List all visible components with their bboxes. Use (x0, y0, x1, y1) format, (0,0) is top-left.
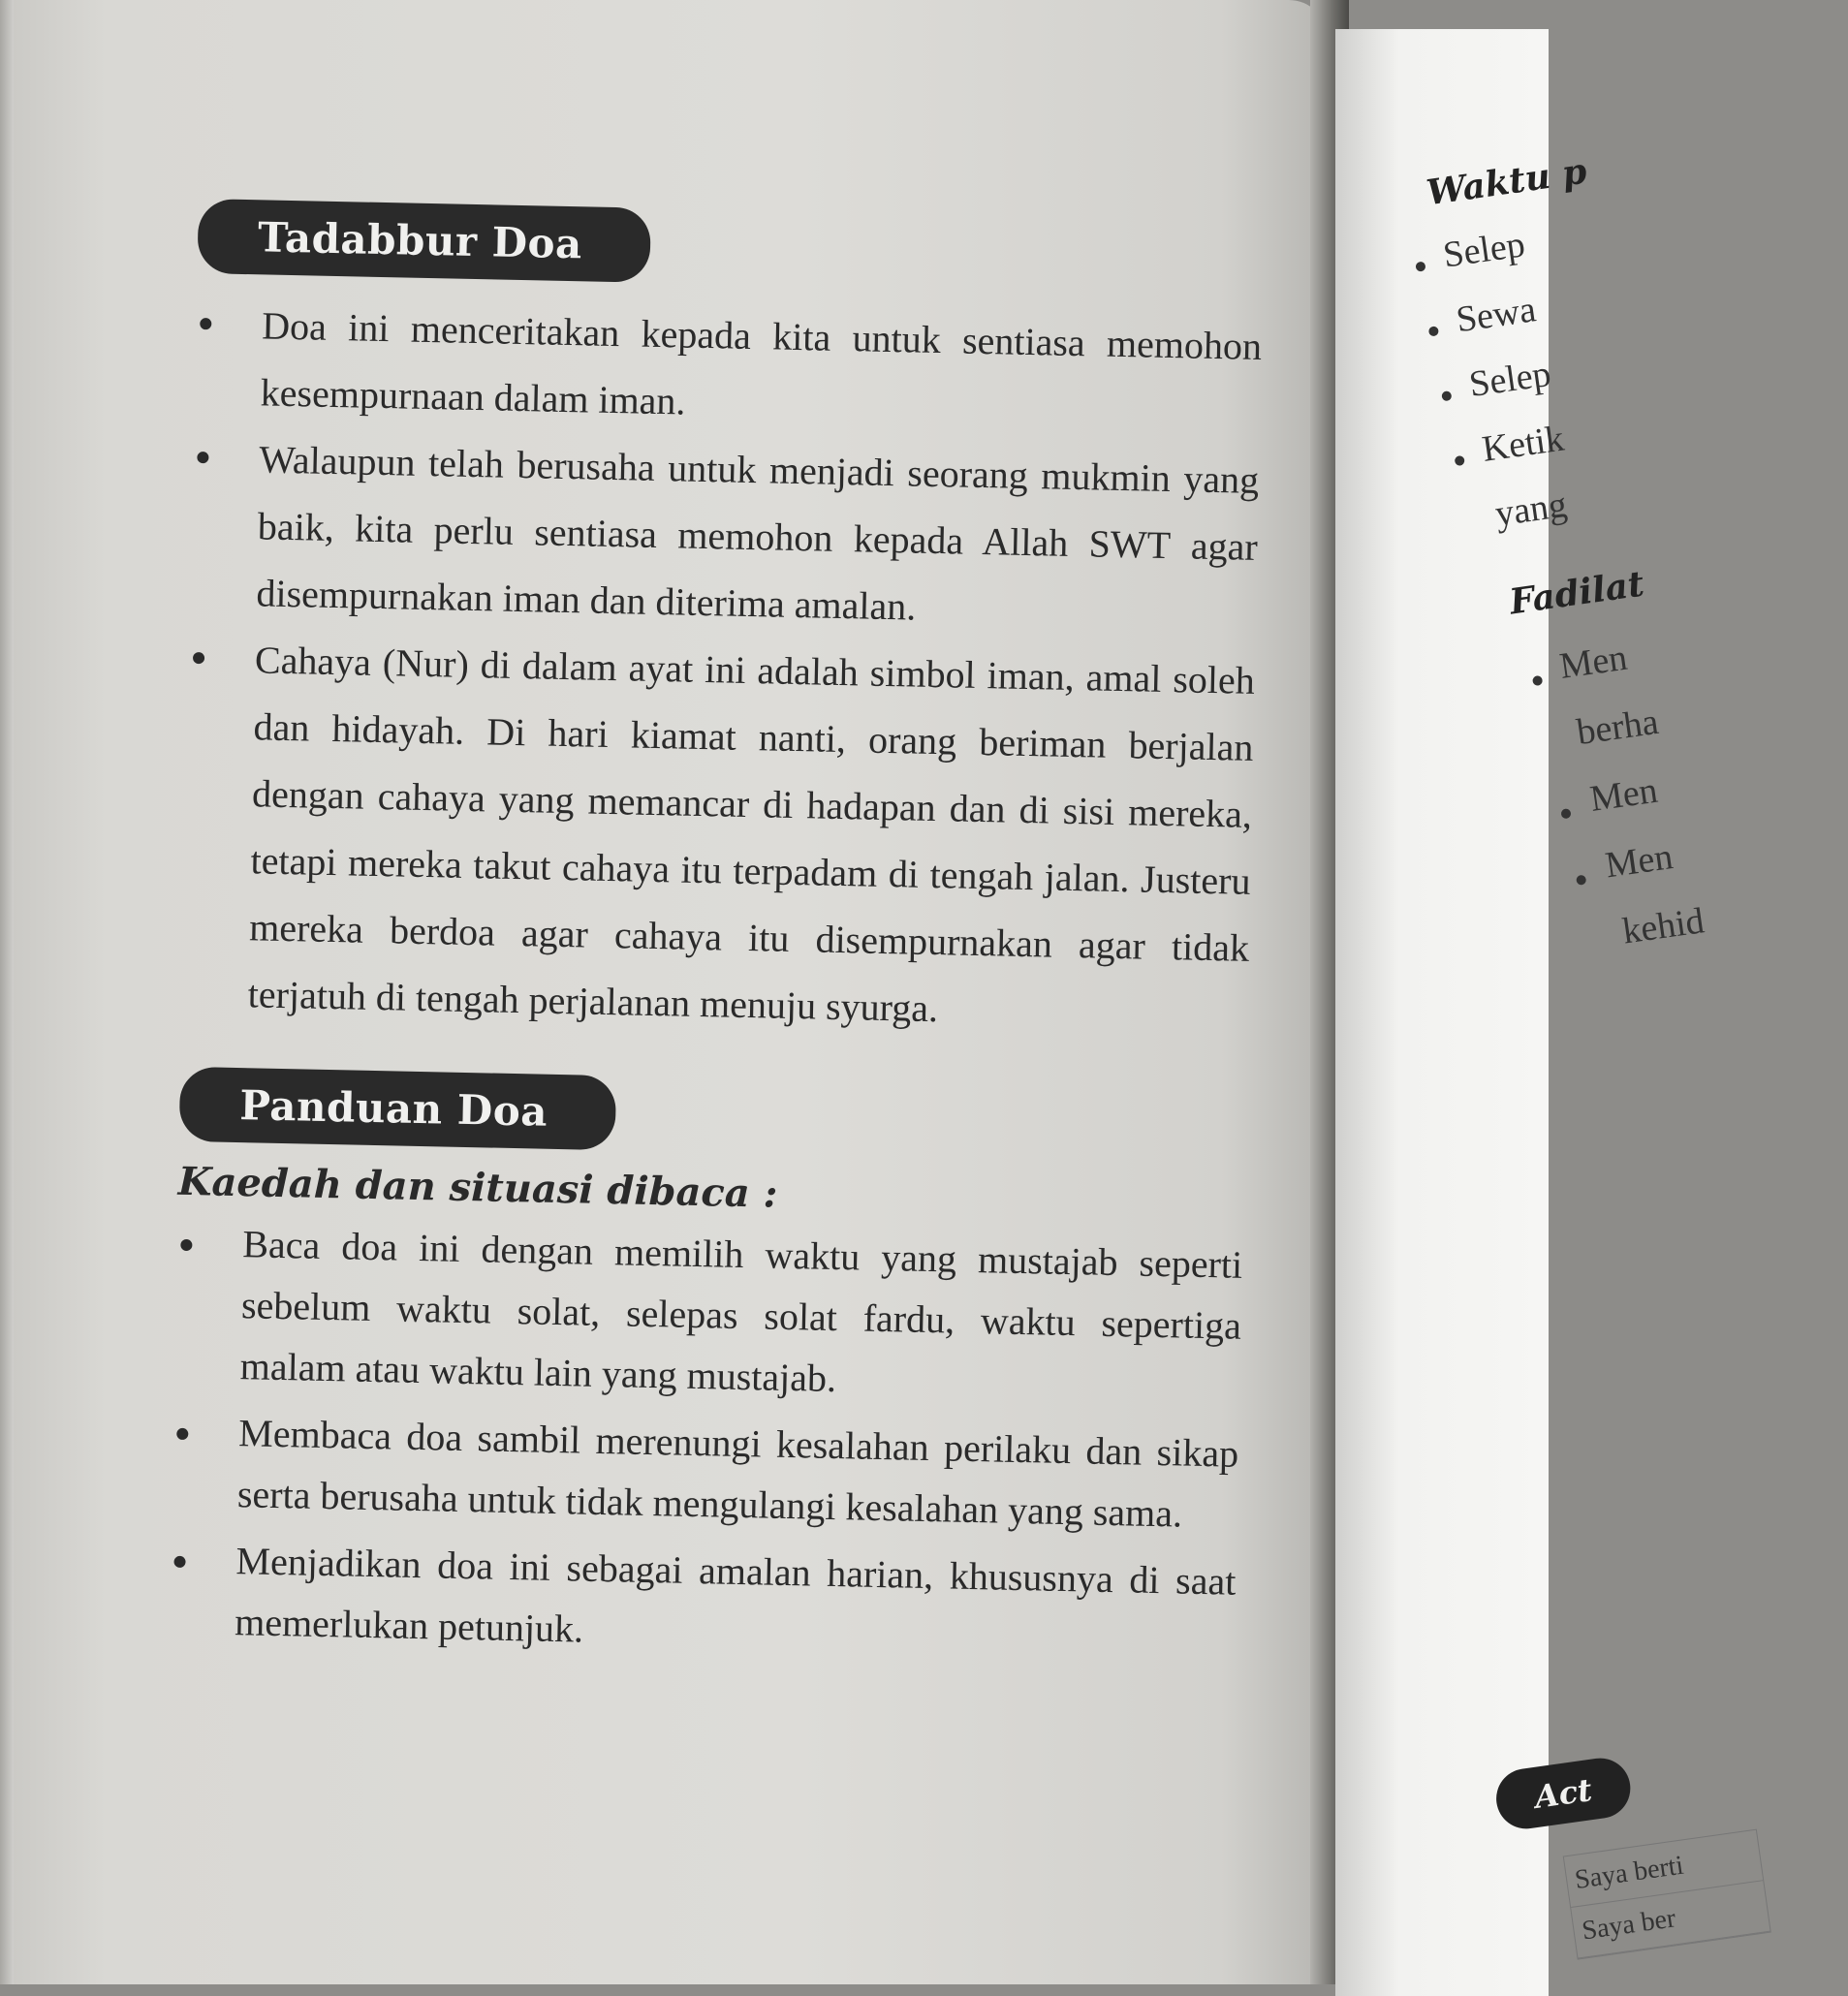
right-text: Ketik (1479, 418, 1567, 470)
section-title-panduan: Panduan Doa (179, 1067, 616, 1150)
right-heading-fadilat: Fadilat (1507, 563, 1647, 623)
bullet-dot (1560, 808, 1571, 819)
tadabbur-list (181, 291, 1263, 1048)
right-text: kehid (1619, 900, 1707, 952)
list-item: Cahaya (Nur) di dalam ayat ini adalah simbol iman, amal soleh dan hidayah. Di hari kiamat nanti, orang beriman berjalan dengan cahaya yang memancar di hadapan dan di sisi mereka, tetapi mereka takut cahaya itu terpadam di tengah jalan. Justeru mereka berdoa agar cahaya itu disempurnakan agar tidak terjatuh di tengah perjalanan menuju syurga. (181, 625, 1255, 1048)
right-text: Selep (1466, 353, 1554, 406)
right-table (1563, 1829, 1771, 1960)
panduan-list (169, 1212, 1243, 1673)
right-text: berha (1574, 701, 1662, 754)
right-text: Men (1587, 769, 1661, 820)
bullet-dot (1428, 326, 1439, 336)
section-tadabbur (181, 199, 1265, 1048)
list-item: Menjadikan doa ini sebagai amalan harian, khususnya di saat memerlukan petunjuk. (169, 1529, 1237, 1673)
right-page-content (1335, 0, 1820, 1977)
section-title-tadabbur: Tadabbur Doa (197, 199, 650, 283)
bullet-dot (1441, 390, 1452, 401)
bullet-dot (1576, 875, 1586, 886)
bullet-dot (1532, 675, 1543, 686)
bullet-dot (1415, 261, 1425, 271)
list-item: Membaca doa sambil merenungi kesalahan perilaku dan sikap serta berusaha untuk tidak mengulangi kesalahan yang sama. (171, 1401, 1238, 1545)
list-item: Doa ini menceritakan kepada kita untuk sentiasa memohon kesempurnaan dalam iman. (194, 291, 1263, 447)
right-text: Sewa (1454, 289, 1539, 341)
list-item: Baca doa ini dengan memilih waktu yang mustajab seperti sebelum waktu solat, selepas solat fardu, waktu sepertiga malam atau waktu lain yang mustajab. (173, 1212, 1243, 1418)
right-heading-waktu: Waktu p (1424, 150, 1589, 214)
right-text: Men (1602, 836, 1676, 887)
bullet-dot (1455, 455, 1465, 466)
right-pill-act: Act (1492, 1755, 1634, 1833)
right-text: Selep (1440, 224, 1528, 276)
right-page (1335, 29, 1707, 1996)
right-text: yang (1492, 483, 1570, 535)
left-page-content (168, 199, 1264, 1679)
right-text: Men (1556, 637, 1630, 687)
subheading-kaedah: Kaedah dan situasi dibaca : (177, 1158, 778, 1217)
table-row: Saya berti (1564, 1830, 1763, 1908)
page-edge (0, 0, 14, 1984)
section-panduan (169, 1067, 1246, 1673)
table-row: Saya ber (1571, 1881, 1770, 1958)
list-item: Walaupun telah berusaha untuk menjadi seorang mukmin yang baik, kita perlu sentiasa memohon kepada Allah SWT agar disempurnakan iman dan diterima amalan. (190, 424, 1260, 647)
